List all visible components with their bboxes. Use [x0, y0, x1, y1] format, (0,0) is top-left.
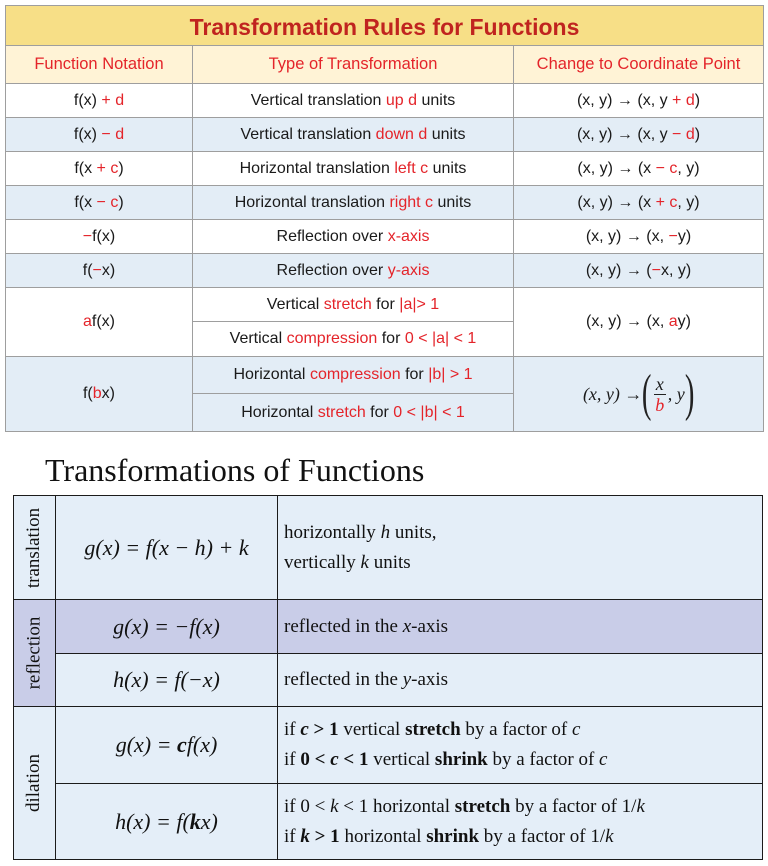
left-paren: ( — [642, 365, 652, 422]
text-segment: + d — [101, 91, 125, 109]
text-segment: Reflection over — [276, 261, 388, 279]
text-segment: Horizontal translation — [234, 193, 390, 211]
notation-cell — [6, 220, 193, 254]
notation-cell-af — [6, 288, 193, 357]
text-segment: Vertical translation — [240, 125, 376, 143]
text-segment: ) — [118, 193, 124, 211]
text-segment: f(x — [74, 193, 97, 211]
text-segment: c — [330, 749, 339, 770]
description-line — [284, 612, 762, 642]
text-segment: ) — [694, 91, 701, 109]
header-type-of-transformation: Type of Transformation — [193, 46, 514, 84]
text-segment: (x, y) → (x — [577, 193, 656, 211]
text-segment: 0 < |a| < 1 — [404, 330, 477, 347]
text-segment: stretch — [405, 719, 461, 740]
fraction — [654, 374, 666, 415]
text-segment: k — [605, 825, 614, 847]
text-segment: vertical — [338, 719, 406, 740]
group-label-text: translation — [23, 507, 45, 588]
text-segment: (x, y) → (x — [577, 159, 656, 177]
transformation-rules-table — [5, 5, 764, 432]
description-cell — [277, 599, 763, 654]
type-cell-horizontal-stretch — [193, 394, 514, 431]
text-segment: left c — [394, 159, 429, 177]
text-segment: Horizontal translation — [239, 159, 395, 177]
text-segment: units — [368, 551, 411, 573]
text-segment: if — [284, 749, 301, 770]
frac-prefix: (x, y) → — [582, 383, 643, 404]
text-segment: down d — [375, 125, 428, 143]
type-cell-vertical-compression — [193, 322, 514, 357]
text-segment: f(x) — [91, 313, 115, 330]
text-segment: for — [400, 366, 429, 383]
change-cell-bx — [514, 357, 763, 431]
text-segment: (x, y) → (x, — [586, 313, 669, 330]
change-cell — [514, 254, 763, 288]
description-line — [284, 518, 762, 548]
notation-cell — [6, 186, 193, 220]
text-segment: c — [300, 719, 309, 740]
text-segment: (x, y) → (x, y — [576, 125, 673, 143]
text-segment: > 1 — [308, 719, 339, 740]
text-segment: ) — [118, 159, 124, 177]
text-segment: h — [380, 521, 391, 543]
notation-cell — [6, 254, 193, 288]
text-segment: Horizontal — [241, 403, 318, 421]
text-segment: units — [433, 193, 472, 211]
text-segment: a — [668, 313, 678, 330]
equation-cell — [55, 706, 278, 784]
text-segment: reflected in the — [284, 669, 403, 690]
text-segment: by a factor of 1/ — [479, 825, 606, 847]
text-segment: compression — [309, 366, 401, 383]
text-segment: if — [284, 825, 301, 847]
text-segment: c — [176, 732, 187, 757]
fraction-numerator: x — [655, 373, 664, 394]
description-line — [284, 665, 762, 695]
notation-cell-bx — [6, 357, 193, 431]
group-label-text: reflection — [23, 616, 45, 690]
text-segment: k — [330, 795, 339, 817]
text-segment: for — [365, 403, 394, 421]
text-segment: 0 < — [300, 749, 331, 770]
text-segment: units, — [390, 521, 437, 543]
text-segment: x) — [101, 385, 115, 402]
type-cell — [193, 220, 514, 254]
text-segment: − — [92, 261, 102, 279]
text-segment: f( — [82, 385, 93, 402]
text-segment: Horizontal — [233, 366, 310, 383]
text-segment: c — [599, 749, 608, 770]
text-segment: units — [427, 125, 466, 143]
text-segment: vertically — [284, 551, 361, 573]
header-change-to-coordinate-point: Change to Coordinate Point — [514, 46, 763, 84]
description-line — [284, 715, 762, 745]
description-cell — [277, 495, 763, 600]
type-cell — [193, 152, 514, 186]
text-segment: stretch — [454, 795, 511, 817]
change-cell — [514, 152, 763, 186]
equation-cell — [55, 783, 278, 860]
text-segment: -axis — [411, 669, 449, 690]
text-segment: Reflection over — [276, 227, 388, 245]
equation-cell: h(x) = f(−x) — [55, 653, 278, 707]
notation-cell — [6, 118, 193, 152]
notation-cell — [6, 152, 193, 186]
text-segment: c — [571, 719, 581, 740]
text-segment: if — [284, 719, 301, 740]
text-segment: (x, y) → ( — [585, 261, 652, 279]
text-segment: k — [360, 551, 369, 573]
text-segment: k — [300, 825, 310, 847]
text-segment: k — [636, 795, 645, 817]
text-segment: , y) — [677, 193, 700, 211]
description-cell — [277, 653, 763, 707]
change-cell — [514, 186, 763, 220]
text-segment: |b| > 1 — [428, 366, 473, 383]
text-segment: f( — [82, 261, 93, 279]
text-segment: reflected in the — [284, 615, 403, 637]
text-segment: ) — [694, 125, 701, 143]
text-segment: horizontally — [284, 521, 381, 543]
table-title: Transformation Rules for Functions — [6, 6, 763, 46]
text-segment: + c — [655, 193, 678, 211]
type-cell-vertical-stretch — [193, 288, 514, 322]
text-segment: − — [668, 227, 678, 245]
text-segment: f(x) — [73, 125, 102, 143]
group-label-translation — [13, 495, 56, 600]
text-segment: y) — [677, 227, 692, 245]
header-function-notation: Function Notation — [6, 46, 193, 84]
text-segment: h(x) = f( — [115, 808, 190, 834]
right-paren: ) — [684, 365, 695, 422]
text-segment: x) — [200, 808, 218, 834]
text-segment: x, y) — [660, 261, 692, 279]
text-segment: compression — [286, 330, 378, 347]
group-label-reflection — [13, 599, 56, 707]
fraction-expression — [582, 365, 695, 422]
text-segment: − d — [101, 125, 125, 143]
text-segment: x — [402, 615, 412, 637]
text-segment: y-axis — [387, 261, 430, 279]
text-segment: − c — [96, 193, 119, 211]
text-segment: by a factor of 1/ — [510, 795, 637, 817]
text-segment: + c — [96, 159, 119, 177]
type-cell — [193, 186, 514, 220]
text-segment: − d — [672, 125, 695, 143]
text-segment: (x, y) → (x, y — [576, 91, 673, 109]
text-segment: Vertical — [266, 295, 324, 313]
type-cell — [193, 118, 514, 152]
change-cell-af — [514, 288, 763, 357]
change-cell — [514, 118, 763, 152]
frac-suffix: , y — [667, 383, 685, 404]
text-segment: − — [651, 261, 661, 279]
text-segment: if 0 < — [284, 795, 331, 817]
text-segment: horizontal — [339, 825, 427, 847]
transformations-table — [13, 495, 763, 860]
text-segment: f(x — [74, 159, 97, 177]
text-segment: x-axis — [387, 227, 430, 245]
text-segment: x) — [101, 261, 116, 279]
equation-cell: g(x) = f(x − h) + k — [55, 495, 278, 600]
group-label-text: dilation — [23, 753, 45, 813]
fraction-denominator: b — [655, 394, 665, 415]
text-segment: shrink — [434, 749, 488, 770]
text-segment: > 1 — [309, 825, 340, 847]
text-segment: f(x) — [73, 91, 102, 109]
text-segment: stretch — [323, 295, 372, 313]
text-segment: -axis — [411, 615, 449, 637]
text-segment: y — [402, 669, 412, 690]
text-segment: right c — [389, 193, 434, 211]
change-cell — [514, 220, 763, 254]
type-cell — [193, 254, 514, 288]
notation-cell — [6, 84, 193, 118]
text-segment: Vertical translation — [250, 91, 386, 109]
description-cell — [277, 706, 763, 784]
text-segment: < 1 — [338, 749, 369, 770]
text-segment: units — [428, 159, 467, 177]
text-segment: vertical — [368, 749, 435, 770]
description-line — [284, 745, 762, 775]
text-segment: − — [82, 227, 93, 245]
text-segment: (x, y) → (x, — [585, 227, 669, 245]
text-segment: , y) — [677, 159, 700, 177]
text-segment: k — [189, 808, 201, 834]
text-segment: stretch — [317, 403, 366, 421]
text-segment: g(x) = — [115, 732, 177, 757]
text-segment: + d — [672, 91, 695, 109]
text-segment: for — [371, 295, 400, 313]
text-segment: y) — [677, 313, 691, 330]
type-cell-horizontal-compression — [193, 357, 514, 394]
description-line — [284, 548, 762, 578]
text-segment: |a|> 1 — [399, 295, 440, 313]
text-segment: f(x) — [186, 732, 218, 757]
text-segment: < 1 horizontal — [338, 795, 455, 817]
text-segment: f(x) — [92, 227, 116, 245]
change-cell — [514, 84, 763, 118]
text-segment: b — [92, 385, 102, 402]
text-segment: by a factor of — [487, 749, 600, 770]
description-line — [284, 792, 762, 822]
text-segment: − c — [655, 159, 678, 177]
section-heading: Transformations of Functions — [45, 452, 425, 488]
text-segment: a — [82, 313, 92, 330]
text-segment: up d — [385, 91, 418, 109]
text-segment: Vertical — [229, 330, 287, 347]
description-line — [284, 822, 762, 852]
text-segment: 0 < |b| < 1 — [393, 403, 465, 421]
type-cell — [193, 84, 514, 118]
equation-cell: g(x) = −f(x) — [55, 599, 278, 654]
description-cell — [277, 783, 763, 860]
group-label-dilation — [13, 706, 56, 860]
text-segment: by a factor of — [460, 719, 572, 740]
text-segment: shrink — [426, 825, 480, 847]
text-segment: units — [417, 91, 456, 109]
text-segment: for — [377, 330, 405, 347]
